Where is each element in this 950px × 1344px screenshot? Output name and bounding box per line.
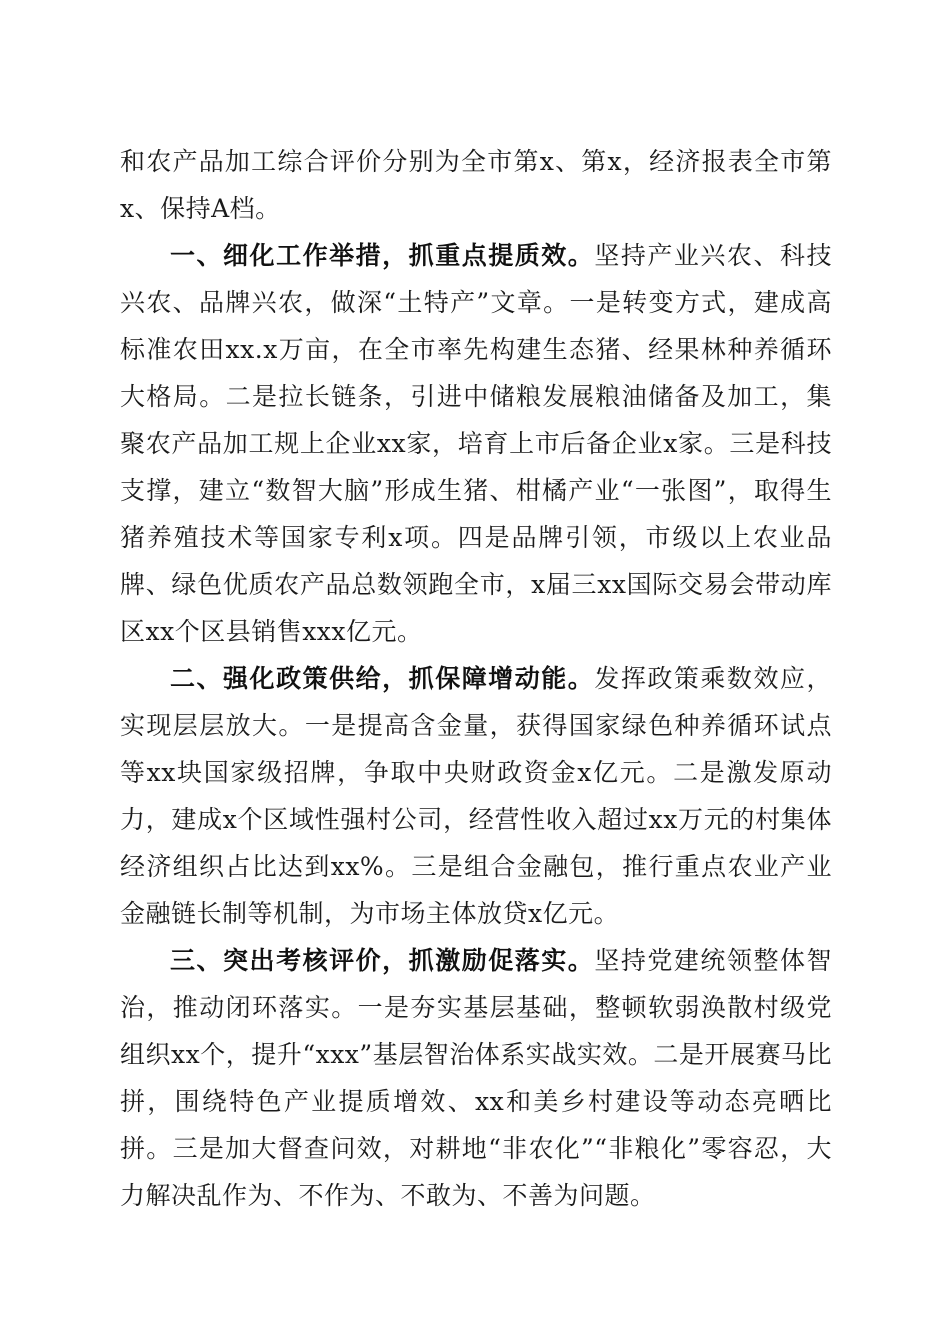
- paragraph-body: 和农产品加工综合评价分别为全市第x、第x，经济报表全市第x、保持A档。: [120, 147, 832, 223]
- section-heading: 二、强化政策供给，抓保障增动能。: [170, 664, 595, 693]
- paragraph-body: 坚持党建统领整体智治，推动闭环落实。一是夯实基层基础，整顿软弱涣散村级党组织xx个，提升“xxx”基层智治体系实战实效。二是开展赛马比拼，围绕特色产业提质增效、xx和美乡村建设等动态亮晒比拼。三是加大督查问效，对耕地“非农化”“非粮化”零容忍，大力解决乱作为、不作为、不敢为、不善为问题。: [120, 946, 832, 1210]
- paragraph-body: 坚持产业兴农、科技兴农、品牌兴农，做深“土特产”文章。一是转变方式，建成高标准农田xx.x万亩，在全市率先构建生态猪、经果林种养循环大格局。二是拉长链条，引进中储粮发展粮油储备及加工，集聚农产品加工规上企业xx家，培育上市后备企业x家。三是科技支撑，建立“数智大脑”形成生猪、柑橘产业“一张图”，取得生猪养殖技术等国家专利x项。四是品牌引领，市级以上农业品牌、绿色优质农产品总数领跑全市，x届三xx国际交易会带动库区xx个区县销售xxx亿元。: [120, 241, 832, 646]
- paragraph-section-2: [120, 655, 832, 937]
- section-heading: 一、细化工作举措，抓重点提质效。: [170, 241, 595, 270]
- paragraph-section-1: [120, 232, 832, 655]
- paragraph-section-3: [120, 937, 832, 1219]
- paragraph-continuation: [120, 138, 832, 232]
- document-body: [120, 138, 832, 1219]
- section-heading: 三、突出考核评价，抓激励促落实。: [170, 946, 595, 975]
- paragraph-body: 发挥政策乘数效应，实现层层放大。一是提高含金量，获得国家绿色种养循环试点等xx块国家级招牌，争取中央财政资金x亿元。二是激发原动力，建成x个区域性强村公司，经营性收入超过xx万元的村集体经济组织占比达到xx%。三是组合金融包，推行重点农业产业金融链长制等机制，为市场主体放贷x亿元。: [120, 664, 832, 928]
